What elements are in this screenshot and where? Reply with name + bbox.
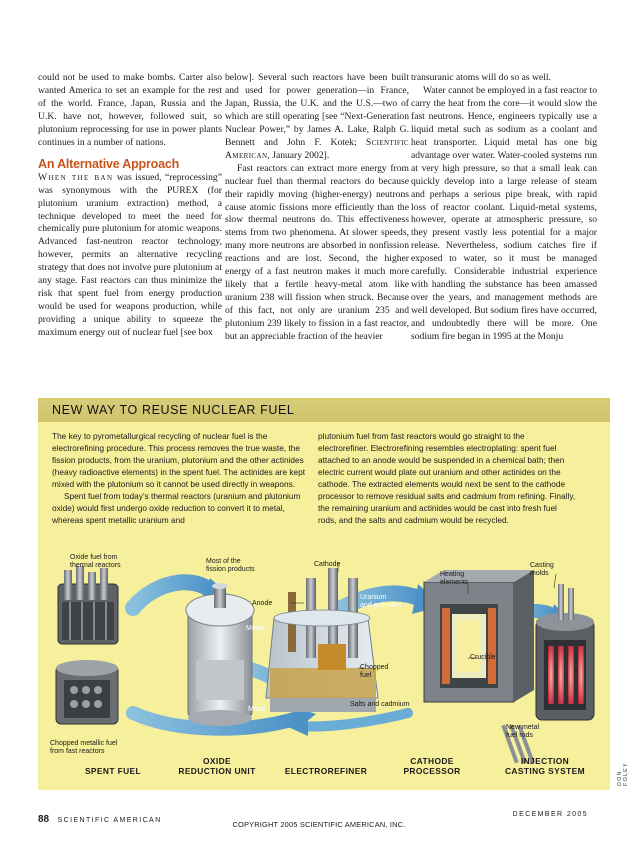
label-crucible: Crucible bbox=[470, 654, 496, 661]
label-fission-products: Most of the fission products bbox=[206, 558, 255, 574]
lead-in: When the ban bbox=[38, 171, 114, 183]
box-column-2 bbox=[318, 430, 576, 526]
article-column-2 bbox=[225, 72, 409, 344]
metallic-fuel-assembly bbox=[56, 660, 118, 724]
label-metal-lower: Metal bbox=[248, 706, 266, 713]
magazine-reference: Scientific American bbox=[225, 136, 409, 161]
section-subhead: An Alternative Approach bbox=[38, 156, 180, 171]
paragraph: could not be used to make bombs. Carter also wanted America to set an example for the rest of the world. France, Japan, Russia and the U.K. have not, however, followed suit, so plutonium reprocessing for use in power plants continues in a number of nations. bbox=[38, 72, 222, 148]
sidebar-box bbox=[38, 398, 610, 790]
paragraph bbox=[225, 72, 409, 163]
box-column-1 bbox=[52, 430, 306, 526]
label-oxide-fuel: Oxide fuel from thermal reactors bbox=[70, 554, 121, 570]
label-uranium-actinides: Uranium and actinides bbox=[360, 594, 402, 610]
electrorefiner-vessel bbox=[266, 568, 378, 712]
cathode-processor-unit bbox=[424, 570, 534, 702]
paragraph: Fast reactors can extract more energy from nuclear fuel than thermal reactors do because their rapidly moving (higher-energy) neutrons cause atomic fissions more efficiently than the slow thermal neutrons do. This effectiveness stems from two phenomena. At slower speeds, many more neutrons are absorbed in nonfission reactions and are lost. Second, the higher energy of a fast neutron makes it much more likely that a fertile heavy-metal atom like uranium 238 will fission when struck. Because of this fact, not only are uranium 235 and plutonium 239 likely to fission in a fast reactor, but an appreciable fraction of the heavier bbox=[225, 162, 409, 343]
paragraph-text: was issued, “reprocessing” was synonymous with the PUREX (for plutonium uranium extraction) method, a technique developed to meet the need for chemically pure plutonium for atomic weapons. Advanced fast-neutron reactor technology, however, permits an alternative recycling strategy that does not involve pure plutonium at any stage. Fast reactors can thus minimize the risk that spent fuel from energy production would be used for weapons production, while providing a unique ability to squeeze the maximum energy out of nuclear fuel [see box bbox=[38, 171, 222, 339]
box-title: NEW WAY TO REUSE NUCLEAR FUEL bbox=[52, 403, 295, 417]
box-paragraph: Spent fuel from today’s thermal reactors (uranium and plutonium oxide) would first undergo oxide reduction to convert it to metal, whereas spent metallic uranium and bbox=[52, 491, 301, 525]
illustration-credit: DON FOLEY bbox=[617, 762, 629, 786]
page-number: 88 bbox=[38, 814, 50, 825]
stage-cathode-processor: CATHODE PROCESSOR bbox=[403, 756, 461, 776]
article-column-3 bbox=[411, 72, 597, 344]
stage-electrorefiner: ELECTROREFINER bbox=[284, 766, 368, 776]
paragraph: Water cannot be employed in a fast reactor to carry the heat from the core—it would slow the fast neutrons. Hence, engineers typically use a liquid metal such as sodium as a coolant and heat transporter. Liquid metal has one big advantage over water. Water-cooled systems run at very high pressure, so that a small leak can quickly develop into a large release of steam and perhaps a serious pipe break, with rapid loss of reactor coolant. Liquid-metal systems, however, operate at atmospheric pressure, so they present vastly less potential for a major release. Nevertheless, sodium catches fire if exposed to water, so it must be managed carefully. Considerable industrial experience with handling the substance has been amassed over the years, and management methods are well developed. But sodium fires have occurred, and undoubtedly there will be more. One sodium fire began in 1995 at the Monju bbox=[411, 84, 597, 343]
label-chopped-metallic: Chopped metallic fuel from fast reactors bbox=[50, 740, 118, 756]
label-chopped-fuel: Chopped fuel bbox=[360, 664, 389, 680]
label-metal-upper: Metal bbox=[246, 625, 264, 632]
label-salts-cadmium: Salts and cadmium bbox=[350, 701, 410, 708]
paragraph bbox=[38, 172, 222, 340]
stage-injection-casting: INJECTION CASTING SYSTEM bbox=[504, 756, 586, 776]
label-heating-elements: Heating elements bbox=[440, 571, 469, 587]
label-cathode: Cathode bbox=[314, 561, 341, 568]
paragraph: transuranic atoms will do so as well. bbox=[411, 72, 551, 83]
magazine-name: SCIENTIFIC AMERICAN bbox=[57, 817, 162, 824]
box-paragraph: The key to pyrometallurgical recycling of nuclear fuel is the electrorefining procedure. This process removes the true waste, the fission products, from the uranium, plutonium and the other actinides (heavy radioactive elements) in the spent fuel. The actinides are kept mixed with the plutonium so it cannot be used directly in weapons. bbox=[52, 431, 306, 489]
label-casting-molds: Casting molds bbox=[530, 562, 554, 578]
recycling-diagram bbox=[38, 548, 610, 792]
label-new-fuel-rods: New metal fuel rods bbox=[506, 724, 540, 740]
box-paragraph: plutonium fuel from fast reactors would go straight to the electrorefiner. Electrorefining resembles electroplating: spent fuel attached to an anode would be suspended in a chemical bath; then electric current would plate out uranium and other actinides on the cathode. The extracted elements would next be sent to the cathode processor to remove residual salts and cadmium from refining. Finally, the remaining uranium and actinides would be cast into fresh fuel rods, and the salts and cadmium would be recycled. bbox=[318, 431, 576, 525]
issue-date: DECEMBER 2005 bbox=[512, 811, 588, 818]
oxide-fuel-assembly bbox=[58, 566, 118, 644]
oxide-reduction-vessel bbox=[186, 583, 254, 726]
box-title-bar bbox=[38, 400, 610, 422]
stage-oxide-reduction: OXIDE REDUCTION UNIT bbox=[178, 756, 256, 776]
article-column-1 bbox=[38, 72, 222, 340]
copyright-notice: COPYRIGHT 2005 SCIENTIFIC AMERICAN, INC. bbox=[232, 820, 406, 829]
paragraph-text: , January 2002]. bbox=[267, 149, 330, 161]
paragraph-text: below]. Several such reactors have been built and used for power generation—in France, Japan, Russia, the U.K. and the U.S.—two of which are still operating [see “Next-Generation Nuclear Power,” by James A. Lake, Ralph G. Bennett and John F. Kotek; bbox=[225, 72, 409, 148]
stage-spent-fuel: SPENT FUEL bbox=[84, 766, 142, 776]
label-anode: Anode bbox=[252, 600, 273, 607]
